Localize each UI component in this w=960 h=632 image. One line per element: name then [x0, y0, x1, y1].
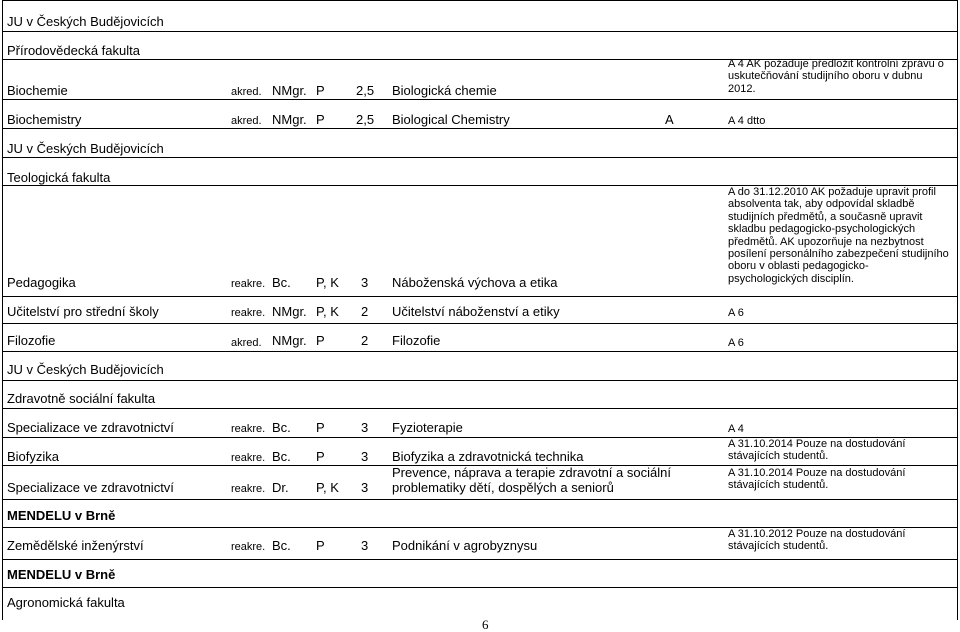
note-line: A 31.10.2014 Pouze na dostudování: [728, 438, 906, 450]
program-name: Biochemie: [7, 83, 68, 98]
note-line: A 4 AK požaduje předložit kontrolní zprávu o: [728, 58, 944, 70]
study-form: P, K: [316, 304, 339, 319]
study-years: 3: [361, 420, 369, 435]
table-border: [2, 499, 958, 500]
table-border: [2, 157, 958, 158]
field-name: Biologická chemie: [392, 83, 497, 98]
study-form: P: [316, 449, 325, 464]
note-line: předmětů. AK upozorňuje na nezbytnost: [728, 235, 924, 248]
field-name: [392, 465, 671, 495]
field-name: Biofyzika a zdravotnická technika: [392, 449, 584, 464]
degree-type: Bc.: [272, 538, 291, 553]
page-number: 6: [482, 617, 489, 632]
study-years: 2: [361, 304, 369, 319]
program-name: Specializace ve zdravotnictví: [7, 480, 174, 495]
program-name: Biochemistry: [7, 112, 82, 127]
decision-note: [728, 186, 958, 285]
faculty-name: Přírodovědecká fakulta: [7, 43, 140, 58]
university-name: MENDELU v Brně: [7, 567, 116, 582]
note-line: A do 31.12.2010 AK požaduje upravit profil: [728, 186, 936, 198]
decision-note: [728, 58, 958, 95]
degree-type: Dr.: [272, 480, 289, 495]
study-years: 2,5: [356, 83, 375, 98]
study-form: P, K: [316, 275, 339, 290]
table-border: [2, 351, 958, 352]
degree-type: Bc.: [272, 449, 291, 464]
university-name: MENDELU v Brně: [7, 508, 116, 523]
table-border: [2, 31, 958, 32]
field-line: Prevence, náprava a terapie zdravotní a sociální: [392, 465, 671, 480]
language: A: [665, 112, 674, 127]
degree-type: NMgr.: [272, 304, 307, 319]
degree-type: NMgr.: [272, 83, 307, 98]
table-border: [2, 128, 958, 129]
study-form: P: [316, 112, 325, 127]
decision-note: [728, 438, 958, 463]
faculty-name: Teologická fakulta: [7, 170, 111, 185]
field-name: Biological Chemistry: [392, 112, 510, 127]
study-form: P, K: [316, 480, 339, 495]
table-border: [2, 0, 958, 1]
note-line: stávajících studentů.: [728, 540, 829, 553]
note-line: A 31.10.2012 Pouze na dostudování: [728, 528, 906, 540]
accreditation-type: reakre.: [231, 483, 266, 495]
table-border: [2, 99, 958, 100]
field-name: Fyzioterapie: [392, 420, 463, 435]
accreditation-type: akred.: [231, 86, 262, 98]
decision-note: [728, 528, 958, 553]
university-name: JU v Českých Budějovicích: [7, 362, 164, 377]
study-form: P: [316, 333, 325, 348]
note-line: 2012.: [728, 82, 756, 95]
accreditation-type: reakre.: [231, 452, 266, 464]
accreditation-type: akred.: [231, 115, 262, 127]
note-line: oboru v oblasti pedagogicko-: [728, 260, 869, 273]
decision-note: A 4: [728, 423, 744, 435]
decision-note: A 4 dtto: [728, 115, 766, 127]
study-years: 2,5: [356, 112, 375, 127]
program-name: Biofyzika: [7, 449, 60, 464]
study-form: P: [316, 420, 325, 435]
accreditation-type: reakre.: [231, 307, 266, 319]
university-name: JU v Českých Budějovicích: [7, 14, 164, 29]
table-border: [2, 323, 958, 324]
study-years: 3: [361, 538, 369, 553]
program-name: Specializace ve zdravotnictví: [7, 420, 174, 435]
table-border: [2, 587, 958, 588]
field-name: Filozofie: [392, 333, 441, 348]
table-border: [2, 0, 3, 620]
field-line: problematiky dětí, dospělých a seniorů: [392, 480, 614, 495]
study-years: 2: [361, 333, 369, 348]
note-line: stávajících studentů.: [728, 450, 829, 463]
note-line: studijních předmětů, a současně upravit: [728, 210, 923, 223]
study-form: P: [316, 83, 325, 98]
accreditation-type: akred.: [231, 337, 262, 349]
note-line: skladbu pedagogicko-psychologických: [728, 223, 916, 236]
accreditation-type: reakre.: [231, 278, 266, 290]
note-line: absolventa tak, aby odpovídal skladbě: [728, 198, 915, 211]
program-name: Filozofie: [7, 333, 56, 348]
program-name: Zemědělské inženýrství: [7, 538, 144, 553]
degree-type: NMgr.: [272, 112, 307, 127]
note-line: uskutečňování studijního oboru v dubnu: [728, 70, 923, 83]
note-line: stávajících studentů.: [728, 479, 829, 492]
faculty-name: Agronomická fakulta: [7, 595, 125, 610]
note-line: posílení personálního zabezpečení studijního: [728, 248, 949, 261]
study-form: P: [316, 538, 325, 553]
field-name: Náboženská výchova a etika: [392, 275, 558, 290]
study-years: 3: [361, 480, 369, 495]
table-border: [2, 296, 958, 297]
table-border: [2, 380, 958, 381]
field-name: Podnikání v agrobyznysu: [392, 538, 538, 553]
decision-note: A 6: [728, 337, 744, 349]
decision-note: A 6: [728, 307, 744, 319]
decision-note: [728, 467, 958, 492]
study-years: 3: [361, 449, 369, 464]
table-border: [2, 559, 958, 560]
table-border: [2, 408, 958, 409]
program-name: Učitelství pro střední školy: [7, 304, 159, 319]
accreditation-type: reakre.: [231, 541, 266, 553]
program-name: Pedagogika: [7, 275, 76, 290]
note-line: A 31.10.2014 Pouze na dostudování: [728, 467, 906, 479]
degree-type: NMgr.: [272, 333, 307, 348]
degree-type: Bc.: [272, 275, 291, 290]
field-name: Učitelství náboženství a etiky: [392, 304, 560, 319]
study-years: 3: [361, 275, 369, 290]
faculty-name: Zdravotně sociální fakulta: [7, 391, 156, 406]
note-line: psychologických disciplín.: [728, 272, 854, 285]
degree-type: Bc.: [272, 420, 291, 435]
university-name: JU v Českých Budějovicích: [7, 141, 164, 156]
accreditation-type: reakre.: [231, 423, 266, 435]
